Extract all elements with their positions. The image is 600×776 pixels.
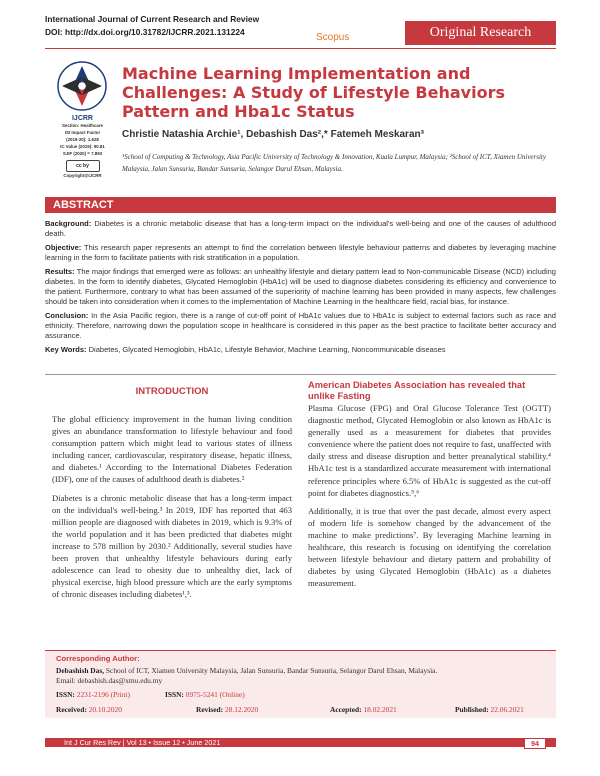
logo-line: Section: Healthcare	[62, 123, 103, 128]
ada-heading: American Diabetes Association has revealed that unlike Fasting	[308, 380, 526, 401]
author-list: Christie Natashia Archie¹, Debashish Das²,* Fatemeh Meskaran³	[122, 129, 424, 140]
footer-citation: Int J Cur Res Rev | Vol 13 • Issue 12 • June 2021	[64, 738, 221, 747]
journal-name: International Journal of Current Research and Review	[45, 14, 260, 24]
logo-line: SJIF (2020) = 7.893	[62, 151, 103, 156]
cc-by-icon: cc by	[66, 160, 100, 172]
logo-line: ISI Impact Factor	[64, 130, 101, 135]
abstract-heading: ABSTRACT	[45, 197, 556, 213]
abstract-results: Results: The major findings that emerged were as follows: an unhealthy lifestyle and dietary pattern lead to Non-communicable Disease (NCD) including diabetes. In the form to identify diabetes, Glycated Hemoglobin (HbA1c) will be used to diagnose diabetes considering its efficiency and convenience to the patient. Furthermore, contrary to what has been assumed of the superiority of machine learning has been provided in many aspects, few challenges should be taken into consideration when it comes to the implementation of Machine Learning in the healthcare field, racial bias, for instance.	[45, 267, 556, 306]
article-title: Machine Learning Implementation and Challenges: A Study of Lifestyle Behaviors Pattern and Hba1c Status	[122, 64, 505, 121]
abstract-conclusion: Conclusion: In the Asia Pacific region, there is a range of cut-off point of HbA1c values due to HbA1c is subject to external factors such as race and ethnicity. Therefore, narrowing down the population scope in healthcare is considered in this paper as the best practice to facilitate better accuracy and assurance.	[45, 311, 556, 340]
revised-date: Revised: 28.12.2020	[196, 705, 259, 714]
ijcrr-logo-icon	[55, 60, 109, 112]
scopus-label: Scopus	[316, 32, 350, 43]
left-column	[52, 381, 292, 606]
published-date: Published: 22.06.2021	[455, 705, 524, 714]
accepted-date: Accepted: 18.02.2021	[330, 705, 397, 714]
issn-print: ISSN: 2231-2196 (Print)	[56, 690, 130, 699]
right-column	[308, 381, 551, 595]
doi-link[interactable]: DOI: http://dx.doi.org/10.31782/IJCRR.2021.131224	[45, 27, 245, 37]
keywords: Key Words: Diabetes, Glycated Hemoglobin, HbA1c, Lifestyle Behavior, Machine Learning, Noncommunicable diseases	[45, 345, 446, 354]
copyright-text: Copyright@IJCRR	[63, 173, 102, 178]
logo-name: IJCRR	[71, 115, 93, 122]
author-affiliations: ¹School of Computing & Technology, Asia Pacific University of Technology & Innovation, Kuala Lumpur, Malaysia; ²School of ICT, Xiamen University Malaysia, Jalan Sunsuria, Bandar Sunsuria, Selangor Darul Ehsan, Malaysia.	[122, 153, 546, 173]
corresponding-address: Debashish Das, School of ICT, Xiamen University Malaysia, Jalan Sunsuria, Bandar Sunsuria, Selangor Darul Ehsan, Malaysia.	[56, 666, 438, 675]
abstract-background: Background: Diabetes is a chronic metabolic disease that has a long-term impact on the individual's well-being and one of the causes of adulthood death.	[45, 219, 556, 238]
logo-line: IC Value (2019): 90.81	[60, 144, 105, 149]
ada-paragraph-1: Plasma Glucose (FPG) and Oral Glucose Tolerance Test (OGTT) diagnostic method, Glycated Hemoglobin or also known as HbA1c is generally used as a measurement for diabetes that provides convenience where the patient does not require to fast, unaffected with daily stress and disease disruption and better preanalytical stability.⁴ HbA1c test is a standardized accurate measurement with international reference principles where 6.5% of HbA1c is suggested as the cut-off point for diabetes diagnostics.⁵,⁶	[308, 403, 551, 498]
issn-online: ISSN: 0975-5241 (Online)	[165, 690, 245, 699]
intro-paragraph-2: Diabetes is a chronic metabolic disease that has a long-term impact on the individual's well-being.³ In 2019, IDF has reported that 463 million people are diagnosed with diabetes in 2019, which is 9.3% of the world population and it has been predicted that diabetes might increase to 578 million by 2030.² Additionally, several studies have been proven that unhealthy lifestyle behaviours during early adolescence can lead to obesity due to unhealthy diet, lack of physical exercise, high blood pressure which are the early symptoms of chronic diseases including diabetes¹,³.	[52, 492, 292, 600]
corresponding-divider	[45, 650, 556, 651]
journal-logo-block	[45, 60, 120, 179]
abstract-divider	[45, 374, 556, 375]
intro-paragraph-1: The global efficiency improvement in the human living condition gives an abundance transformation to lifestyle behaviour and food consumption pattern which might lead to various states of illness including cancer, cardiovascular, respiratory disease, hepatic illness, and diabetes.¹ According to the International Diabetes Federation (IDF), one of the causes of adulthood death is diabetes.²	[52, 414, 292, 485]
intro-heading: INTRODUCTION	[135, 386, 209, 397]
header-divider	[45, 48, 556, 49]
page-number: 94	[524, 738, 546, 749]
corresponding-title: Corresponding Author:	[56, 654, 140, 663]
abstract-body	[45, 219, 556, 359]
article-type-badge: Original Research	[405, 21, 556, 45]
ada-paragraph-2: Additionally, it is true that over the past decade, almost every aspect of modern life is somehow changed by the advancement of the machine to make predictions⁷. By leveraging Machine learning in healthcare, this research is focusing on identifying the correlation between lifestyle behaviour and dietary pattern and probability of diabetes by using Glycated Hemoglobin (HbA1c) as a diabetes measurement.	[308, 505, 551, 589]
received-date: Received: 20.10.2020	[56, 705, 122, 714]
abstract-objective: Objective: This research paper represents an attempt to find the correlation between lifestyle behaviour patterns and diabetes by leveraging machine learning in the form to facilitate patients with risk stratification in a population.	[45, 243, 556, 262]
logo-line: (2019-20): 1.628	[66, 137, 99, 142]
corresponding-email[interactable]: Email: debashish.das@xmu.edu.my	[56, 676, 163, 685]
